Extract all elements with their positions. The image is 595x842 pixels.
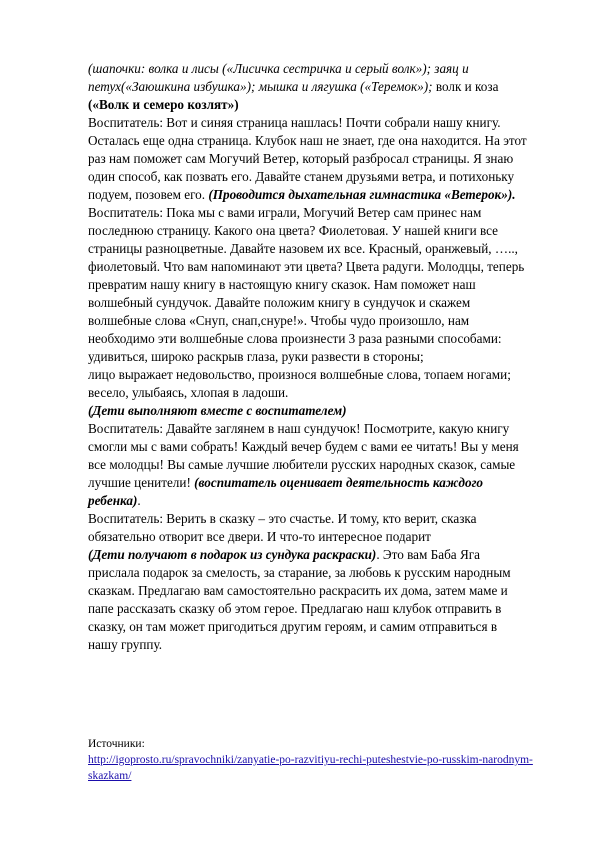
text-segment: Воспитатель: Вот и синяя страница нашлась! Почти собрали нашу книгу.: [88, 115, 501, 130]
text-segment: (Дети выполняют вместе с воспитателем): [88, 403, 347, 418]
text-segment: один способ, как позвать его. Давайте станем друзьями ветра, и потихоньку: [88, 169, 515, 184]
text-line: [88, 276, 543, 294]
text-line: [88, 492, 543, 510]
text-line: [88, 78, 543, 96]
text-line: [88, 330, 543, 348]
text-segment: («Волк и семеро козлят»): [88, 97, 239, 112]
text-segment: фиолетовый. Что вам напоминают эти цвета? Цвета радуги. Молодцы, теперь: [88, 259, 525, 274]
text-segment: Осталась еще одна страница. Клубок наш не знает, где она находится. На этот: [88, 133, 527, 148]
text-segment: (шапочки: волка и лисы («Лисичка сестричка и серый волк»); заяц и: [88, 61, 469, 76]
text-line: [88, 60, 543, 78]
text-line: [88, 240, 543, 258]
text-segment: превратим нашу книгу в настоящую книгу сказок. Нам поможет наш: [88, 277, 476, 292]
text-segment: необходимо эти волшебные слова произнести 3 раза разными способами:: [88, 331, 502, 346]
text-line: [88, 366, 543, 384]
text-line: [88, 312, 543, 330]
text-segment: прислала подарок за смелость, за старание, за любовь к русским народным: [88, 565, 511, 580]
text-line: [88, 258, 543, 276]
text-segment: последнюю страницу. Какого она цвета? Фиолетовая. У нашей книги все: [88, 223, 498, 238]
text-segment: папе рассказать сказку об этом герое. Предлагаю наш клубок отправить в: [88, 601, 502, 616]
text-line: [88, 348, 543, 366]
text-segment: волшебный сундучок. Давайте положим книгу в сундучок и скажем: [88, 295, 471, 310]
text-line: [88, 636, 543, 654]
text-segment: Воспитатель: Давайте заглянем в наш сундучок! Посмотрите, какую книгу: [88, 421, 510, 436]
text-segment: .: [137, 493, 141, 508]
text-line: [88, 168, 543, 186]
text-segment: (Проводится дыхательная гимнастика «Ветерок»).: [208, 187, 516, 202]
text-segment: петух(«Заюшкина избушка»); мышка и лягушка («Теремок»);: [88, 79, 433, 94]
text-segment: смогли мы с вами собрать! Каждый вечер будем с вами ее читать! Вы у меня: [88, 439, 519, 454]
text-segment: нашу группу.: [88, 637, 163, 652]
text-line: [88, 564, 543, 582]
text-segment: (Дети получают в подарок из сундука раскраски): [88, 547, 377, 562]
text-line: [88, 402, 543, 420]
text-line: [88, 438, 543, 456]
text-line: [88, 150, 543, 168]
text-segment: лучшие ценители!: [88, 475, 195, 490]
text-segment: сказку, он там может пригодиться другим героям, и самим отправиться в: [88, 619, 498, 634]
text-line: [88, 474, 543, 492]
text-line: [88, 204, 543, 222]
text-segment: Воспитатель: Верить в сказку – это счастье. И тому, кто верит, сказка: [88, 511, 477, 526]
text-line: [88, 510, 543, 528]
text-line: [88, 114, 543, 132]
text-segment: . Это вам Баба Яга: [376, 547, 480, 562]
text-line: [88, 294, 543, 312]
text-line: [88, 600, 543, 618]
text-segment: раз нам поможет сам Могучий Ветер, который разбросал страницы. Я знаю: [88, 151, 514, 166]
text-segment: волк и коза: [432, 79, 499, 94]
text-line: [88, 222, 543, 240]
text-line: [88, 96, 543, 114]
text-line: [88, 186, 543, 204]
text-segment: все молодцы! Вы самые лучшие любители русских народных сказок, самые: [88, 457, 516, 472]
text-segment: удивиться, широко раскрыв глаза, руки развести в стороны;: [88, 349, 424, 364]
text-line: [88, 618, 543, 636]
text-segment: подуем, позовем его.: [88, 187, 209, 202]
text-segment: сказкам. Предлагаю вам самостоятельно раскрасить их дома, затем маме и: [88, 583, 508, 598]
text-line: [88, 456, 543, 474]
text-segment: лицо выражает недовольство, произнося волшебные слова, топаем ногами;: [88, 367, 511, 382]
text-segment: ребенка): [88, 493, 138, 508]
source-link-continued[interactable]: skazkam/: [88, 770, 132, 782]
text-line: [88, 384, 543, 402]
text-segment: весело, улыбаясь, хлопая в ладоши.: [88, 385, 289, 400]
text-line: [88, 582, 543, 600]
text-line: [88, 528, 543, 546]
sources-block: [88, 736, 558, 784]
text-segment: (воспитатель оценивает деятельность каждого: [194, 475, 484, 490]
text-segment: Воспитатель: Пока мы с вами играли, Могучий Ветер сам принес нам: [88, 205, 482, 220]
text-segment: страницы разноцветные. Давайте назовем их все. Красный, оранжевый, …..,: [88, 241, 518, 256]
text-line: [88, 420, 543, 438]
sources-label: Источники:: [88, 738, 145, 750]
text-segment: волшебные слова «Снуп, снап,снуре!». Чтобы чудо произошло, нам: [88, 313, 470, 328]
text-line: [88, 546, 543, 564]
text-segment: обязательно отворит все двери. И что-то интересное подарит: [88, 529, 431, 544]
document-body: [88, 60, 543, 654]
text-line: [88, 132, 543, 150]
source-link[interactable]: http://igoprosto.ru/spravochniki/zanyatie-po-razvitiyu-rechi-puteshestvie-po-russkim-narodnym-: [88, 754, 533, 766]
